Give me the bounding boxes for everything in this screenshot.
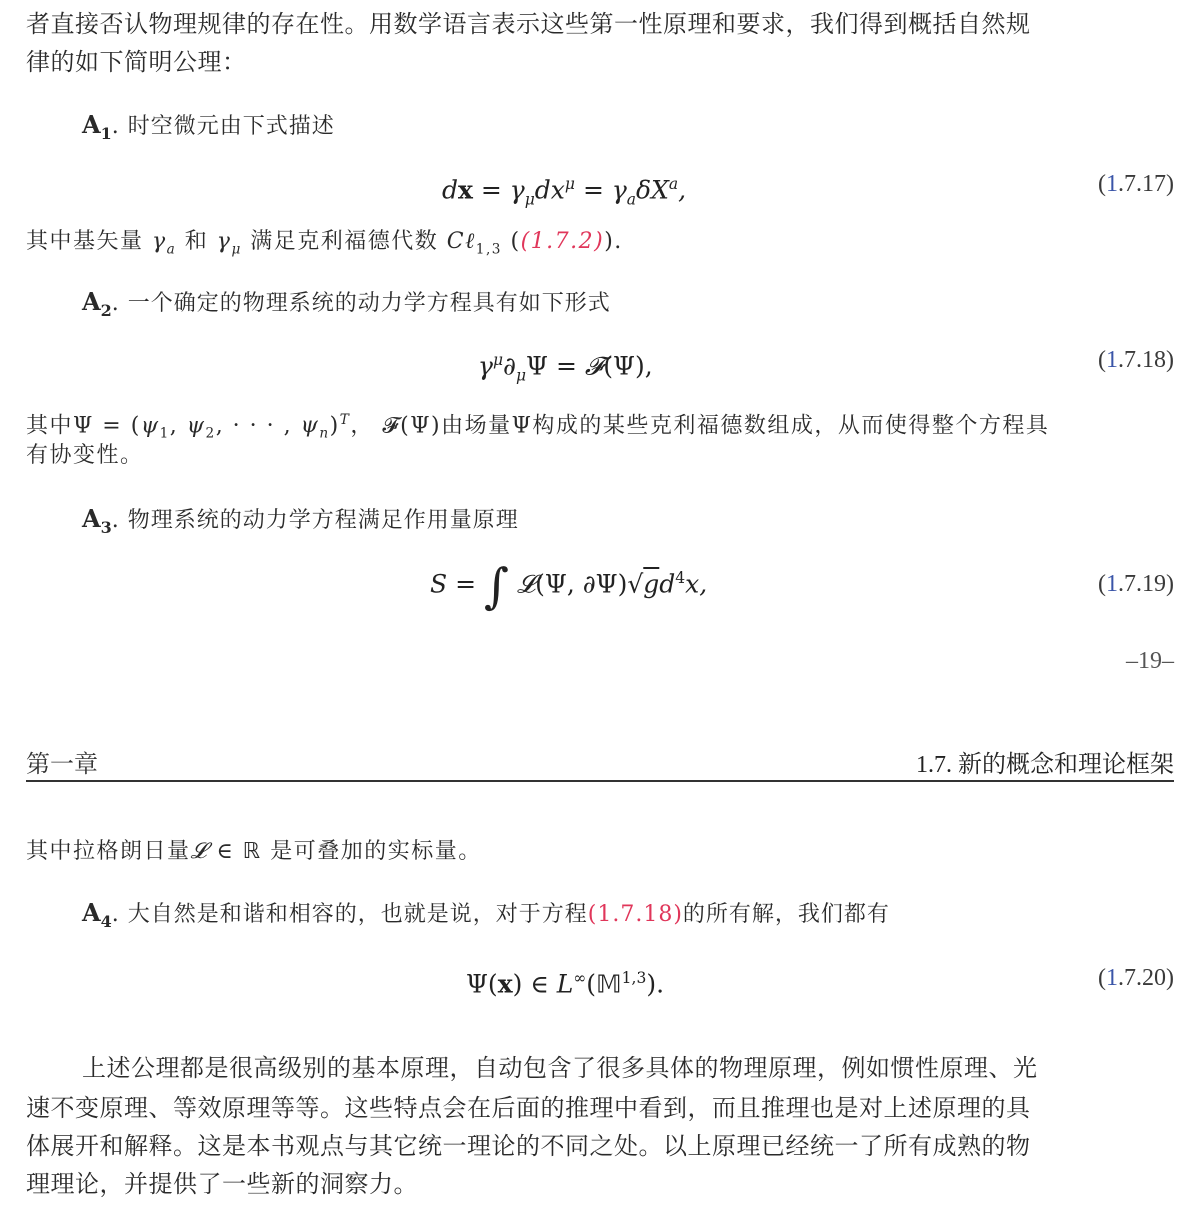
- equation-reference-link[interactable]: (1.7.18): [587, 902, 683, 927]
- equation-number: (1.7.18): [1098, 347, 1174, 373]
- page-number: –19–: [1126, 648, 1174, 674]
- running-header-chapter: 第一章: [26, 752, 98, 778]
- axiom-a1-heading: [82, 108, 335, 151]
- lagrangian-line: 其中拉格朗日量𝓛 ∈ ℝ 是可叠加的实标量。: [26, 839, 482, 864]
- axiom-a3-heading: [82, 502, 519, 545]
- axiom-a2-heading: [82, 285, 611, 328]
- paragraph-line: 者直接否认物理规律的存在性。用数学语言表示这些第一性原理和要求，我们得到概括自然规: [26, 10, 1031, 38]
- paragraph-line: 理理论，并提供了一些新的洞察力。: [26, 1170, 418, 1198]
- paragraph-line: 律的如下简明公理：: [26, 48, 247, 76]
- paragraph-line: 上述公理都是很高级别的基本原理，自动包含了很多具体的物理原理，例如惯性原理、光: [82, 1054, 1038, 1082]
- equation-number: (1.7.20): [1098, 965, 1174, 991]
- paragraph-line: 有协变性。: [26, 443, 144, 468]
- equation-1-7-17: dx = $\gamma_\mu dx^\mu = \gamma_a\delta X^a$,: [442, 175, 687, 209]
- paragraph-line: 速不变原理、等效原理等等。这些特点会在后面的推理中看到，而且推理也是对上述原理的具: [26, 1094, 1031, 1122]
- axiom-text: . 物理系统的动力学方程满足作用量原理: [111, 508, 519, 533]
- paragraph-line: 体展开和解释。这是本书观点与其它统一理论的不同之处。以上原理已经统一了所有成熟的物: [26, 1132, 1031, 1160]
- equation-1-7-20: Ψ(x) ∈ L∞(𝕄$^{1,3}$).: [466, 969, 665, 999]
- equation-number: (1.7.17): [1098, 171, 1174, 197]
- axiom-label: $A_2$: [82, 287, 112, 320]
- axiom-a1-explanation: 其中基矢量 $\gamma_a$ 和 $\gamma_\mu$ 满足克利福德代数 Cℓ$_{1,3}$ ((1.7.2)).: [26, 229, 623, 258]
- axiom-text: . 时空微元由下式描述: [111, 114, 335, 139]
- axiom-label: $A_1$: [82, 110, 112, 143]
- axiom-label: $A_3$: [82, 504, 112, 537]
- equation-1-7-18: $\gamma^\mu\partial_\mu\Psi$ = 𝓕(Ψ),: [478, 351, 653, 385]
- axiom-text: . 一个确定的物理系统的动力学方程具有如下形式: [111, 291, 611, 316]
- equation-number: (1.7.19): [1098, 571, 1174, 597]
- axiom-a2-explanation: 其中$\Psi = (\psi_1$, $\psi_2$, · · · , $\psi_n)^T$， 𝓕(Ψ)由场量Ψ构成的某些克利福德数组成，从而使得整个方程具: [26, 412, 1050, 442]
- running-header-section: 1.7. 新的概念和理论框架: [916, 752, 1174, 778]
- equation-1-7-19: S = ∫ 𝓛(Ψ, $\partial\Psi)√gd^4x$,: [430, 558, 708, 615]
- header-rule: [26, 780, 1174, 782]
- axiom-a4-heading: $A_4$. 大自然是和谐和相容的，也就是说，对于方程(1.7.18)的所有解，我们都有: [82, 898, 890, 931]
- axiom-label: $A_4$: [82, 898, 112, 931]
